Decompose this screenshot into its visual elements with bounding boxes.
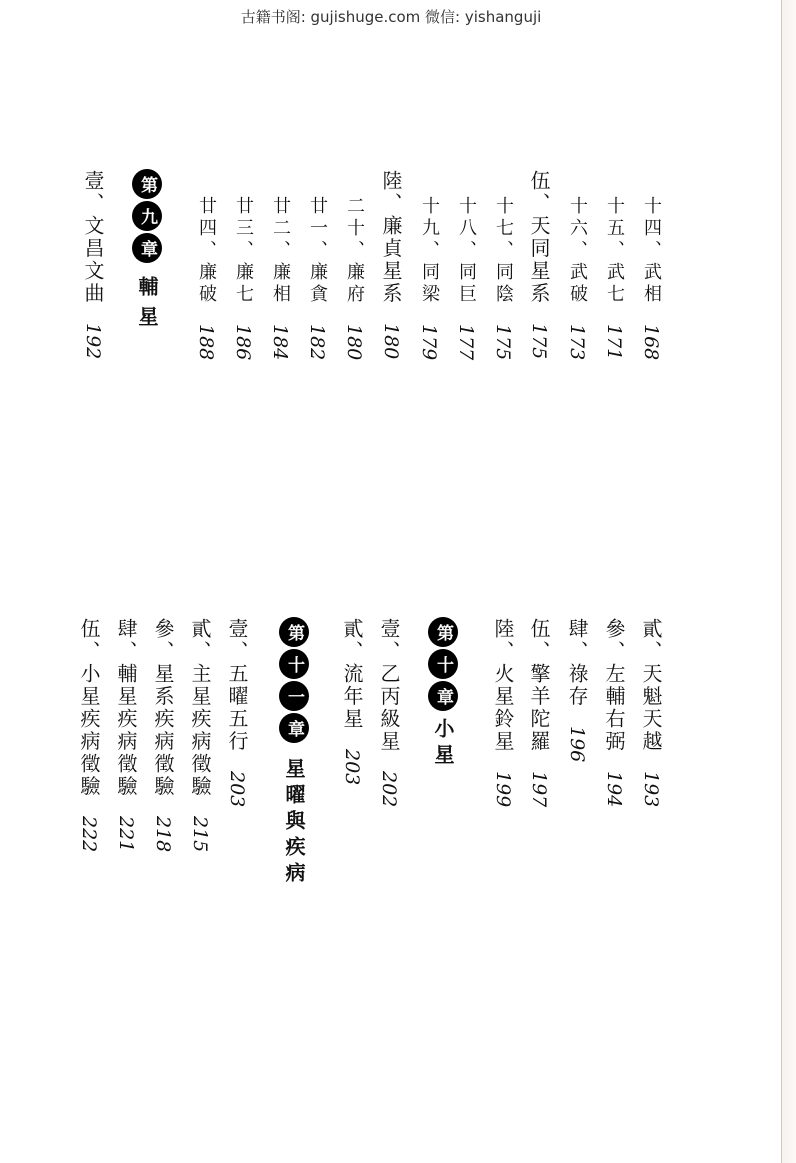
- toc-entry[interactable]: [193, 196, 219, 360]
- toc-section[interactable]: [638, 618, 664, 807]
- watermark-text: 古籍书阁: gujishuge.com 微信: yishanguji: [240, 8, 542, 26]
- toc-section[interactable]: [339, 618, 365, 785]
- entry-page: 175: [492, 324, 514, 361]
- entry-label: 貳、流年星: [340, 618, 364, 731]
- chapter-badge: 十: [279, 649, 309, 679]
- entry-page: 192: [82, 323, 104, 360]
- entry-label: 伍、擎羊陀羅: [527, 618, 551, 753]
- entry-label: 二十、廉府: [344, 196, 365, 306]
- entry-page: 182: [306, 324, 328, 361]
- entry-label: 十七、同陰: [493, 196, 514, 306]
- toc-entry[interactable]: [304, 196, 330, 360]
- toc-entry[interactable]: [416, 196, 442, 360]
- entry-page: 175: [528, 323, 550, 360]
- toc-section[interactable]: [490, 618, 516, 807]
- chapter-title: 星曜與疾病: [282, 758, 306, 888]
- chapter-badge: 一: [279, 681, 309, 711]
- chapter-badge: 第: [279, 617, 309, 647]
- toc-section[interactable]: [376, 618, 402, 807]
- entry-page: 180: [343, 324, 365, 361]
- toc-entry[interactable]: [564, 196, 590, 360]
- entry-label: 廿一、廉貪: [307, 196, 328, 306]
- entry-label: 十四、武相: [641, 196, 662, 306]
- toc-entry[interactable]: [230, 196, 256, 360]
- page-edge-shade: [782, 0, 796, 1163]
- entry-page: 173: [566, 324, 588, 361]
- entry-label: 肆、輔星疾病徵驗: [114, 618, 138, 798]
- toc-entry[interactable]: [341, 196, 367, 360]
- entry-label: 十八、同巨: [456, 196, 477, 306]
- chapter-badge: 第: [132, 169, 162, 199]
- entry-page: 186: [232, 324, 254, 361]
- entry-page: 168: [640, 324, 662, 361]
- toc-entry[interactable]: [601, 196, 627, 360]
- chapter-10-heading[interactable]: [428, 616, 458, 770]
- entry-page: 222: [78, 816, 100, 853]
- entry-label: 壹、五曜五行: [225, 618, 249, 753]
- entry-label: 廿二、廉相: [270, 196, 291, 306]
- toc-section[interactable]: [601, 618, 627, 807]
- entry-label: 陸、廉貞星系: [379, 170, 403, 305]
- entry-page: 197: [528, 771, 550, 808]
- toc-section[interactable]: [187, 618, 213, 852]
- entry-page: 171: [603, 324, 625, 361]
- chapter-title: 輔星: [135, 276, 159, 336]
- chapter-11-heading[interactable]: [279, 616, 309, 888]
- chapter-badge: 章: [279, 713, 309, 743]
- entry-label: 伍、小星疾病徵驗: [77, 618, 101, 798]
- entry-page: 180: [380, 323, 402, 360]
- toc-section[interactable]: [378, 170, 404, 359]
- toc-section[interactable]: [224, 618, 250, 807]
- toc-section[interactable]: [76, 618, 102, 852]
- entry-label: 貳、主星疾病徵驗: [188, 618, 212, 798]
- chapter-9-heading[interactable]: [132, 168, 162, 336]
- entry-page: 218: [152, 816, 174, 853]
- toc-section[interactable]: [113, 618, 139, 852]
- entry-label: 陸、火星鈴星: [491, 618, 515, 753]
- chapter-title: 小星: [431, 718, 455, 770]
- toc-section[interactable]: [564, 618, 590, 762]
- entry-label: 廿三、廉七: [233, 196, 254, 306]
- entry-page: 203: [226, 771, 248, 808]
- entry-page: 203: [341, 748, 363, 785]
- entry-label: 壹、乙丙級星: [377, 618, 401, 753]
- entry-label: 貳、天魁天越: [639, 618, 663, 753]
- entry-page: 196: [566, 726, 588, 763]
- entry-label: 十九、同梁: [419, 196, 440, 306]
- entry-page: 199: [492, 771, 514, 808]
- chapter-badge: 章: [428, 681, 458, 711]
- entry-label: 參、左輔右弼: [602, 618, 626, 753]
- toc-entry[interactable]: [267, 196, 293, 360]
- entry-page: 179: [418, 324, 440, 361]
- toc-entry[interactable]: [638, 196, 664, 360]
- entry-label: 十六、武破: [567, 196, 588, 306]
- entry-label: 參、星系疾病徵驗: [151, 618, 175, 798]
- chapter-badge: 章: [132, 233, 162, 263]
- chapter-badge: 九: [132, 201, 162, 231]
- entry-page: 184: [269, 324, 291, 361]
- entry-page: 221: [115, 816, 137, 853]
- entry-label: 十五、武七: [604, 196, 625, 306]
- entry-label: 廿四、廉破: [196, 196, 217, 306]
- entry-label: 伍、天同星系: [527, 170, 551, 305]
- toc-entry[interactable]: [453, 196, 479, 360]
- toc-entry[interactable]: [490, 196, 516, 360]
- chapter-badge: 第: [428, 617, 458, 647]
- entry-page: 177: [455, 324, 477, 361]
- entry-page: 193: [640, 771, 662, 808]
- toc-section[interactable]: [150, 618, 176, 852]
- chapter-badge: 十: [428, 649, 458, 679]
- toc-section[interactable]: [526, 618, 552, 807]
- toc-section[interactable]: [80, 170, 106, 359]
- entry-page: 215: [189, 816, 211, 853]
- entry-page: 188: [195, 324, 217, 361]
- toc-section[interactable]: [526, 170, 552, 359]
- entry-label: 壹、文昌文曲: [81, 170, 105, 305]
- entry-page: 202: [378, 771, 400, 808]
- entry-page: 194: [603, 771, 625, 808]
- entry-label: 肆、祿存: [565, 618, 589, 708]
